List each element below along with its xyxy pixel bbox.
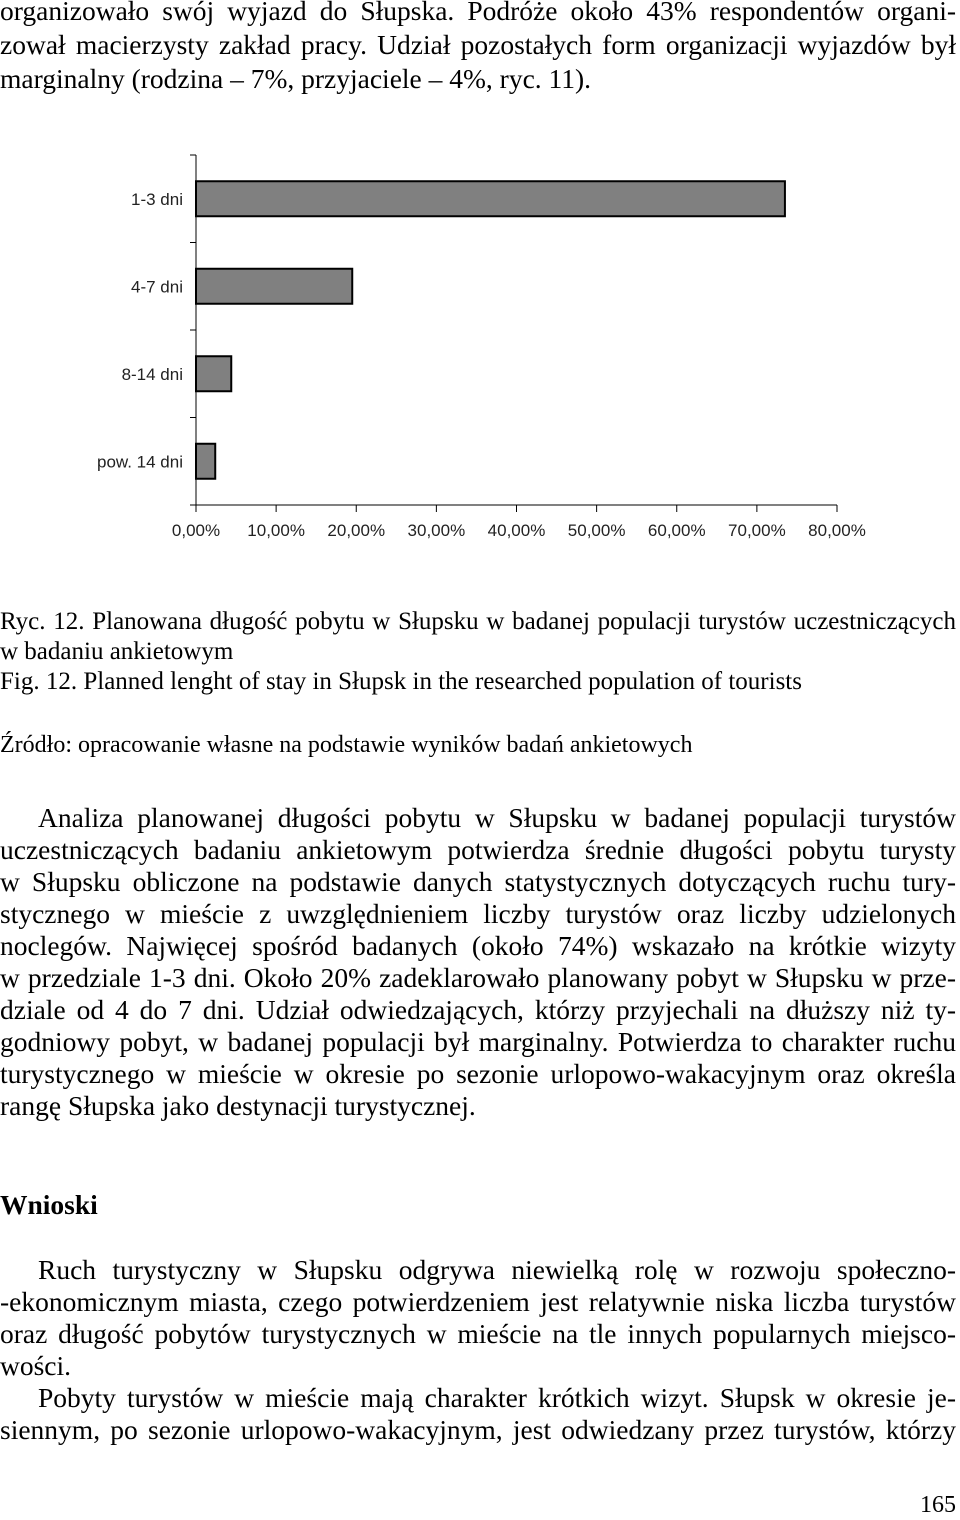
bar-chart — [0, 140, 960, 560]
text-line: wości. — [0, 1350, 72, 1381]
x-tick-label: 20,00% — [327, 521, 386, 540]
text-line: uczestniczących badaniu ankietowym potwierdza średnie długości pobytu turysty — [0, 834, 956, 865]
x-tick-label: 10,00% — [247, 521, 305, 540]
x-tick-label: 80,00% — [808, 521, 866, 540]
text-line: w Słupsku obliczone na podstawie danych statystycznych dotyczących ruchu tury- — [0, 866, 956, 897]
caption-english: Fig. 12. Planned lenght of stay in Słupsk in the researched population of tourists — [0, 668, 802, 695]
text-line: oraz długość pobytów turystycznych w mieście na tle innych popularnych miejsco- — [0, 1318, 956, 1349]
x-tick-label: 30,00% — [407, 521, 466, 540]
text-line: Pobyty turystów w mieście mają charakter krótkich wizyt. Słupsk w okresie je- — [38, 1382, 956, 1413]
conclusions-section — [0, 1254, 956, 1446]
text-line: siennym, po sezonie urlopowo-wakacyjnym, jest odwiedzany przez turystów, którzy — [0, 1414, 956, 1445]
section-heading — [0, 1189, 956, 1221]
text-line: Analiza planowanej długości pobytu w Słupsku w badanej populacji turystów — [38, 802, 956, 833]
bar-pow-14-dni — [196, 444, 215, 479]
text-line: marginalny (rodzina – 7%, przyjaciele – 4%, ryc. 11). — [0, 63, 592, 94]
text-line: rangę Słupska jako destynacji turystycznej. — [0, 1090, 476, 1121]
bar-4-7-dni — [196, 269, 352, 304]
category-label-8-14-dni: 8-14 dni — [121, 364, 183, 384]
bar-8-14-dni — [196, 356, 231, 391]
text-line: turystycznego w mieście w okresie po sezonie urlopowo-wakacyjnym oraz określa — [0, 1058, 956, 1089]
source-note: Źródło: opracowanie własne na podstawie wyników badań ankietowych — [0, 732, 693, 758]
category-label-4-7-dni: 4-7 dni — [131, 277, 183, 297]
text-line: -ekonomicznym miasta, czego potwierdzeniem jest relatywnie niska liczba turystów — [0, 1286, 956, 1317]
category-label-pow-14-dni: pow. 14 dni — [96, 452, 183, 472]
caption-polish-line: w badaniu ankietowym — [0, 638, 234, 665]
analysis-paragraph — [0, 802, 956, 1122]
x-tick-label: 60,00% — [647, 521, 706, 540]
figure-source — [0, 730, 956, 760]
bar-1-3-dni — [196, 181, 785, 216]
text-line: Ruch turystyczny w Słupsku odgrywa niewielką rolę w rozwoju społeczno- — [38, 1254, 956, 1285]
x-tick-label: 70,00% — [728, 521, 786, 540]
section-heading-text: Wnioski — [0, 1189, 98, 1220]
text-line: dziale od 4 do 7 dni. Udział odwiedzających, którzy przyjechali na dłuższy niż ty- — [0, 994, 956, 1025]
text-line: noclegów. Najwięcej spośród badanych (około 74%) wskazało na krótkie wizyty — [0, 930, 956, 961]
text-line: godniowy pobyt, w badanej populacji był marginalny. Potwierdza to charakter ruchu — [0, 1026, 956, 1057]
intro-paragraph — [0, 0, 956, 96]
category-label-1-3-dni: 1-3 dni — [131, 189, 183, 209]
x-tick-label: 0,00% — [171, 521, 221, 540]
x-tick-label: 50,00% — [567, 521, 626, 540]
caption-polish-line: Ryc. 12. Planowana długość pobytu w Słupsku w badanej populacji turystów uczestniczących — [0, 608, 956, 635]
text-line: organizowało swój wyjazd do Słupska. Podróże około 43% respondentów organi- — [0, 0, 956, 26]
text-line: w przedziale 1-3 dni. Około 20% zadeklarowało planowany pobyt w Słupsku w prze- — [0, 962, 956, 993]
figure-caption — [0, 607, 956, 697]
text-line: zował macierzysty zakład pracy. Udział pozostałych form organizacji wyjazdów był — [0, 29, 956, 60]
x-tick-label: 40,00% — [487, 521, 546, 540]
page-number: 165 — [920, 1492, 956, 1518]
text-line: stycznego w mieście z uwzględnieniem liczby turystów oraz liczby udzielonych — [0, 898, 956, 929]
